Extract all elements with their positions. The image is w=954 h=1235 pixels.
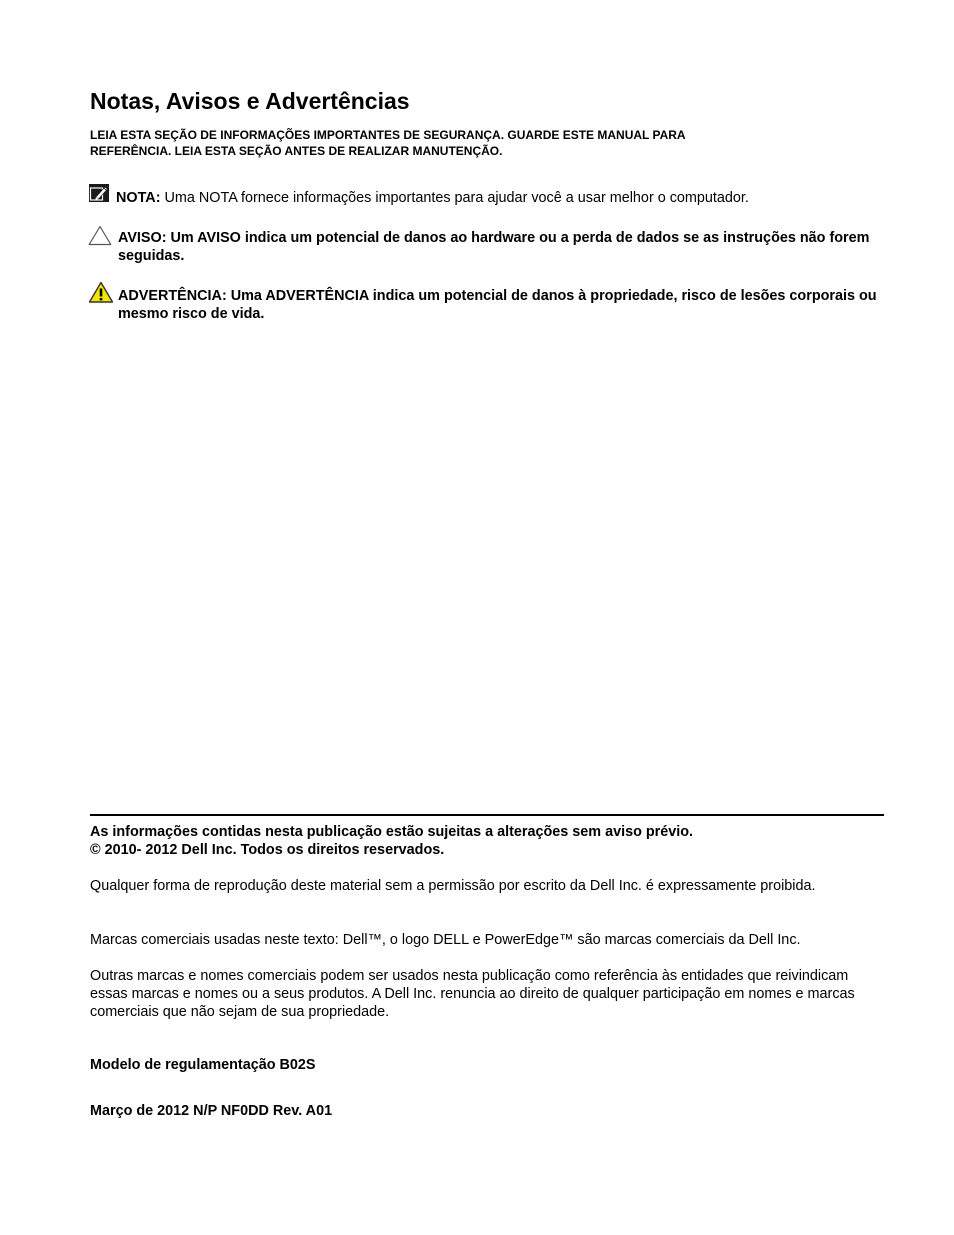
caution-triangle-icon bbox=[88, 225, 112, 251]
note-text: Uma NOTA fornece informações importantes para ajudar você a usar melhor o computador. bbox=[164, 190, 749, 206]
trademarks-notice: Marcas comerciais usadas neste texto: Dell™, o logo DELL e PowerEdge™ são marcas comerciais da Dell Inc. bbox=[90, 932, 801, 948]
warning-notice bbox=[88, 287, 878, 323]
regulatory-model: Modelo de regulamentação B02S bbox=[90, 1057, 316, 1073]
safety-intro-line-2: REFERÊNCIA. LEIA ESTA SEÇÃO ANTES DE REALIZAR MANUTENÇÃO. bbox=[90, 144, 503, 158]
copyright-line: © 2010- 2012 Dell Inc. Todos os direitos reservados. bbox=[90, 842, 445, 858]
section-divider bbox=[90, 814, 884, 816]
page-title: Notas, Avisos e Advertências bbox=[90, 88, 410, 114]
note-notice bbox=[88, 189, 878, 207]
change-notice bbox=[90, 823, 880, 859]
caution-notice bbox=[88, 229, 878, 265]
reproduction-notice: Qualquer forma de reprodução deste material sem a permissão por escrito da Dell Inc. é expressamente proibida. bbox=[90, 878, 816, 894]
safety-intro-line-1: LEIA ESTA SEÇÃO DE INFORMAÇÕES IMPORTANTES DE SEGURANÇA. GUARDE ESTE MANUAL PARA bbox=[90, 128, 686, 142]
caution-text: AVISO: Um AVISO indica um potencial de danos ao hardware ou a perda de dados se as instruções não forem seguidas. bbox=[118, 230, 870, 264]
pencil-note-icon bbox=[89, 184, 109, 207]
warning-triangle-icon bbox=[88, 281, 114, 309]
note-label: NOTA: bbox=[116, 190, 161, 206]
warning-text: ADVERTÊNCIA: Uma ADVERTÊNCIA indica um potencial de danos à propriedade, risco de lesões corporais ou mesmo risco de vida. bbox=[118, 288, 877, 322]
change-notice-line: As informações contidas nesta publicação estão sujeitas a alterações sem aviso prévio. bbox=[90, 824, 694, 840]
revision-info: Março de 2012 N/P NF0DD Rev. A01 bbox=[90, 1103, 333, 1119]
other-marks-notice: Outras marcas e nomes comerciais podem ser usados nesta publicação como referência às entidades que reivindicam essas marcas e nomes ou a seus produtos. A Dell Inc. renuncia ao direito de qualquer participação em nomes e marcas comerciais que não sejam de sua propriedade. bbox=[90, 968, 855, 1020]
safety-intro bbox=[90, 127, 850, 159]
